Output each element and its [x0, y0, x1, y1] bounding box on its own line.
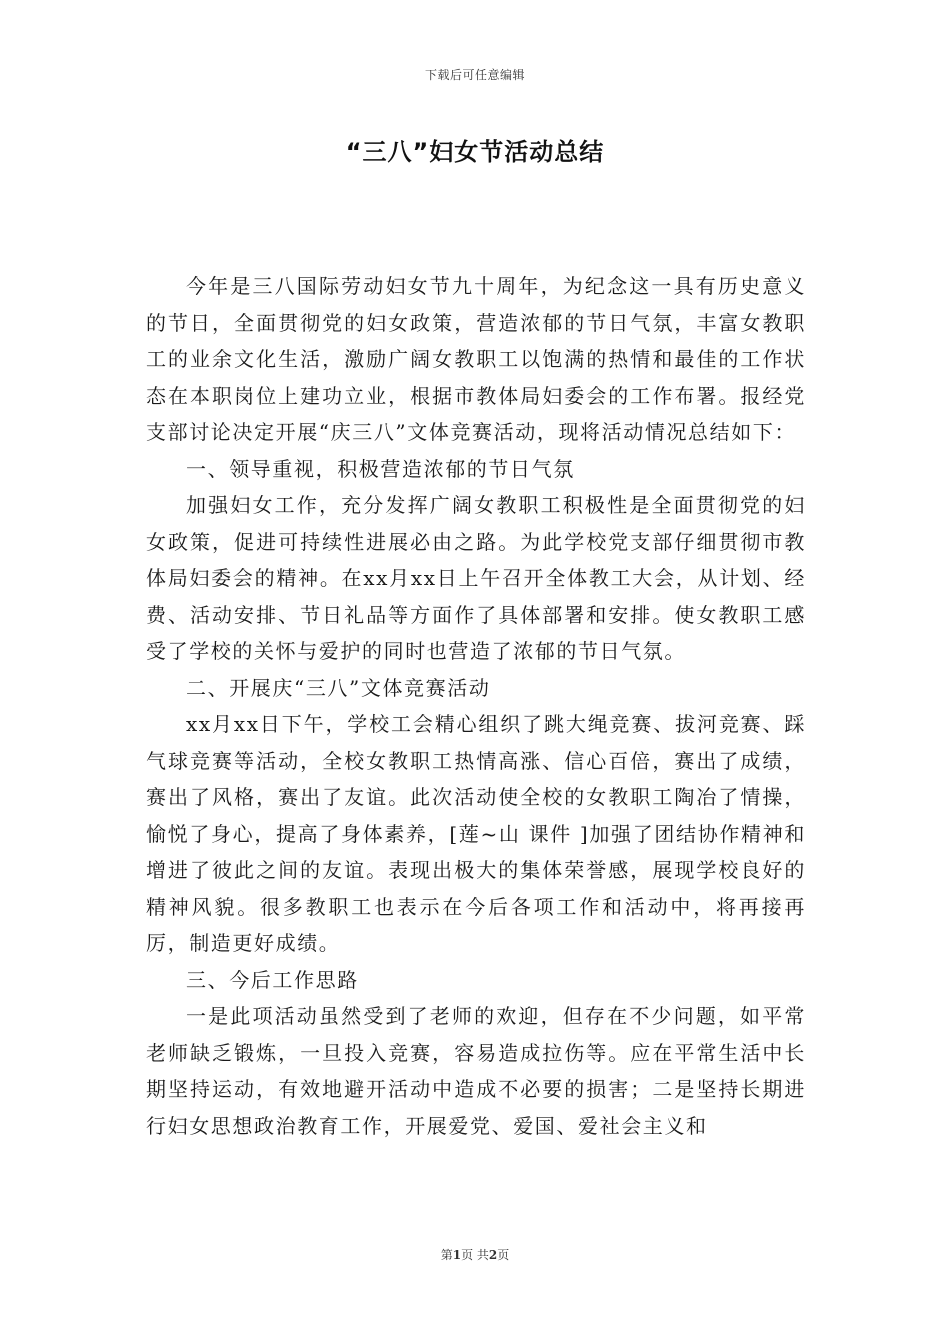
page-footer: [0, 1246, 950, 1263]
page-title: “三八”妇女节活动总结: [345, 138, 605, 166]
section-paragraph-1: 加强妇女工作，充分发挥广阔女教职工积极性是全面贯彻党的妇女政策，促进可持续性进展必由之路。为此学校党支部仔细贯彻市教体局妇委会的精神。在xx月xx日上午召开全体教工大会，从计划、经费、活动安排、节日礼品等方面作了具体部署和安排。使女教职工感受了学校的关怀与爱护的同时也营造了浓郁的节日气氛。: [146, 493, 806, 663]
footer-middle: 页 共: [461, 1248, 489, 1262]
intro-paragraph: 今年是三八国际劳动妇女节九十周年，为纪念这一具有历史意义的节日，全面贯彻党的妇女政策，营造浓郁的节日气氛，丰富女教职工的业余文化生活，激励广阔女教职工以饱满的热情和最佳的工作状态在本职岗位上建功立业，根据市教体局妇委会的工作布署。报经党支部讨论决定开展“庆三八”文体竞赛活动，现将活动情况总结如下：: [146, 274, 806, 444]
footer-current-page: 1: [452, 1248, 462, 1262]
header-note: 下载后可任意编辑: [424, 68, 525, 82]
footer-suffix: 页: [497, 1248, 510, 1262]
section-paragraph-3: 一是此项活动虽然受到了老师的欢迎，但存在不少问题，如平常老师缺乏锻炼，一旦投入竞赛，容易造成拉伤等。应在平常生活中长期坚持运动，有效地避开活动中造成不必要的损害；二是坚持长期进行妇女思想政治教育工作，开展爱党、爱国、爱社会主义和: [146, 1004, 806, 1138]
section-heading-2: 二、开展庆“三八”文体竞赛活动: [186, 675, 491, 700]
footer-total-pages: 2: [488, 1248, 498, 1262]
footer-prefix: 第: [440, 1248, 453, 1262]
section-paragraph-2: xx月xx日下午，学校工会精心组织了跳大绳竞赛、拔河竞赛、踩气球竞赛等活动，全校女教职工热情高涨、信心百倍，赛出了成绩，赛出了风格，赛出了友谊。此次活动使全校的女教职工陶冶了情操，愉悦了身心，提高了身体素养，[莲~山 课件 ]加强了团结协作精神和增进了彼此之间的友谊。表现出极大的集体荣誉感，展现学校良好的精神风貌。很多教职工也表示在今后各项工作和活动中，将再接再厉，制造更好成绩。: [146, 712, 806, 955]
document-body: [146, 268, 806, 1144]
section-heading-3: 三、今后工作思路: [186, 967, 359, 992]
section-heading-1: 一、领导重视，积极营造浓郁的节日气氛: [186, 456, 575, 481]
